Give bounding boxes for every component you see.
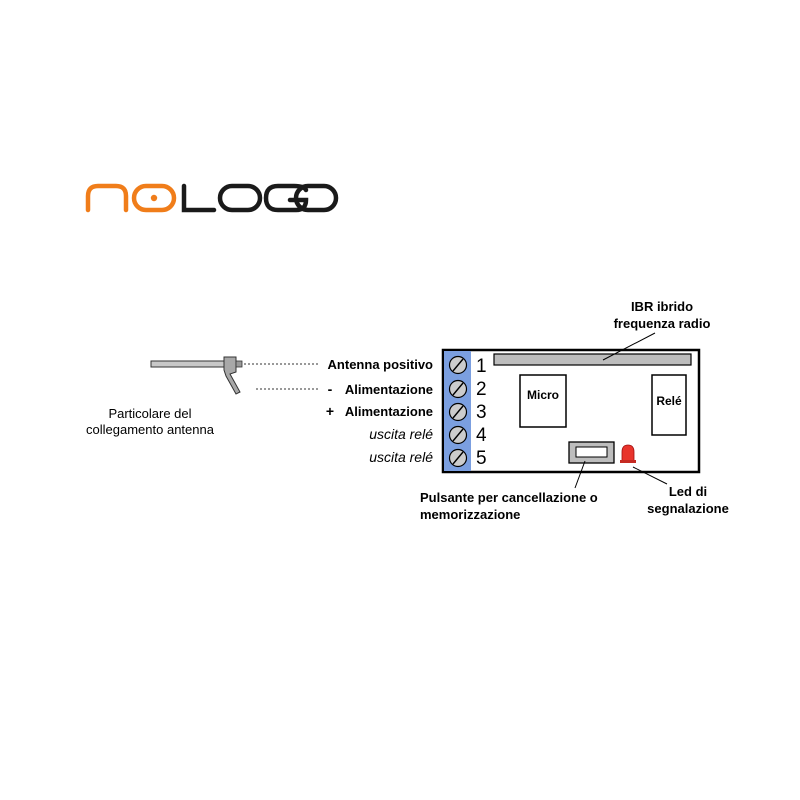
terminal-2-number: 2 bbox=[476, 379, 487, 400]
terminal-2-sign: - bbox=[327, 381, 333, 397]
rele-label: Relé bbox=[656, 394, 682, 408]
screw-icon bbox=[450, 450, 467, 467]
screw-icon bbox=[450, 404, 467, 421]
screw-icon bbox=[450, 381, 467, 398]
nologo-logo bbox=[88, 186, 336, 210]
terminal-3-label: Alimentazione bbox=[344, 404, 433, 419]
terminal-4-number: 4 bbox=[476, 425, 487, 446]
button-label-line2: memorizzazione bbox=[420, 507, 521, 522]
screw-icon bbox=[450, 427, 467, 444]
terminal-1-label: Antenna positivo bbox=[327, 357, 433, 372]
micro-label: Micro bbox=[526, 388, 560, 402]
ibr-label-line2: frequenza radio bbox=[613, 316, 711, 331]
terminal-5-number: 5 bbox=[476, 448, 487, 469]
terminal-3-number: 3 bbox=[476, 402, 487, 423]
ibr-module bbox=[494, 354, 691, 365]
push-button-icon bbox=[569, 442, 614, 463]
screw-icon bbox=[450, 357, 467, 374]
button-label-line1: Pulsante per cancellazione o bbox=[420, 490, 598, 505]
terminal-2-label: Alimentazione bbox=[344, 382, 433, 397]
terminal-4-label: uscita relé bbox=[369, 426, 433, 442]
terminal-3-sign: + bbox=[325, 403, 335, 419]
led-icon bbox=[620, 445, 636, 463]
terminal-1-number: 1 bbox=[476, 356, 487, 377]
ibr-label-line1: IBR ibrido bbox=[630, 299, 694, 314]
led-label-line1: Led di bbox=[668, 484, 708, 499]
antenna-caption-line1: Particolare del bbox=[108, 406, 192, 421]
terminal-5-label: uscita relé bbox=[369, 449, 433, 465]
antenna-caption-line2: collegamento antenna bbox=[86, 422, 214, 437]
antenna-connector-icon bbox=[151, 357, 242, 394]
led-label-line2: segnalazione bbox=[647, 501, 729, 516]
